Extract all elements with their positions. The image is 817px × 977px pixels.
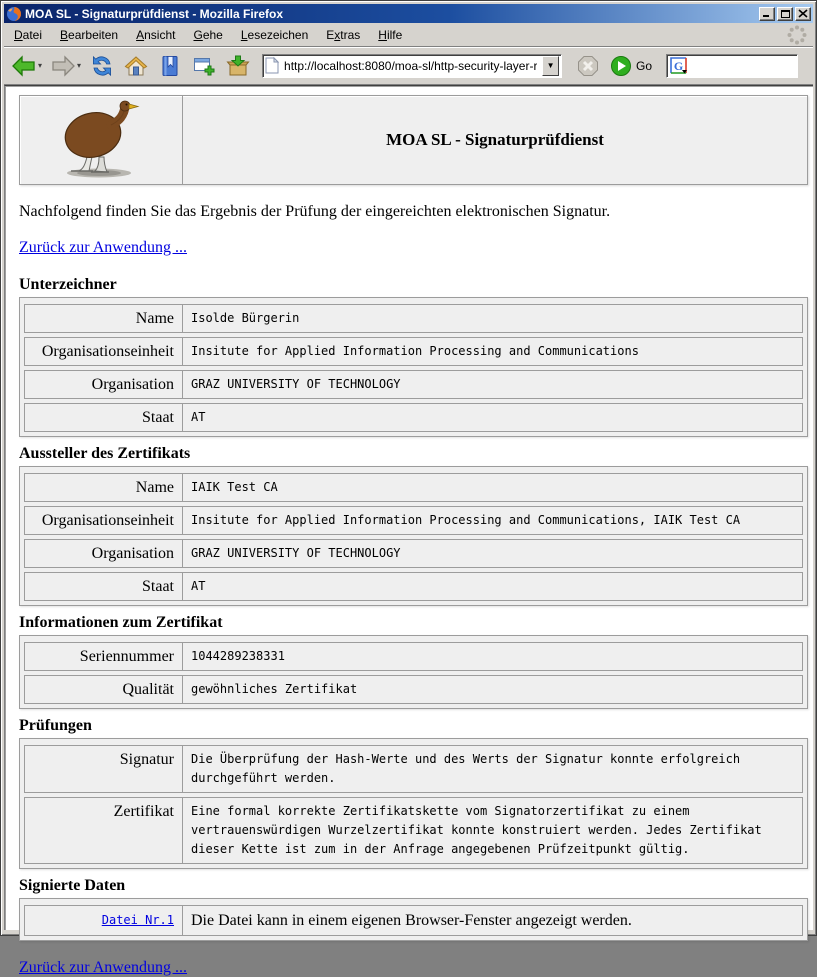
table-row <box>24 642 803 671</box>
home-icon <box>123 54 149 78</box>
datei-nr1-link[interactable]: Datei Nr.1 <box>101 913 174 927</box>
table-pruefungen <box>19 738 808 869</box>
banner-title: MOA SL - Signaturprüfdienst <box>386 130 604 149</box>
row-label: Organisation <box>25 371 183 398</box>
table-row <box>24 539 803 568</box>
row-value: Insitute for Applied Information Processing and Communications <box>191 344 639 358</box>
table-aussteller <box>19 466 808 606</box>
table-row <box>24 797 803 864</box>
minimize-button[interactable] <box>759 7 775 21</box>
table-row <box>24 905 803 936</box>
moa-banner <box>19 95 808 185</box>
moa-bird-logo <box>20 96 183 184</box>
menu-hilfe[interactable]: Hilfe <box>378 27 403 42</box>
section-heading-signierte-daten: Signierte Daten <box>19 877 126 894</box>
table-row <box>24 304 803 333</box>
forward-dropdown-icon[interactable]: ▾ <box>77 61 82 70</box>
new-window-button[interactable] <box>188 51 220 81</box>
url-dropdown-button[interactable]: ▼ <box>542 56 559 76</box>
go-button[interactable] <box>606 53 656 79</box>
result-document <box>19 203 808 977</box>
throbber-icon <box>786 24 808 46</box>
back-to-application-link-top[interactable]: Zurück zur Anwendung ... <box>19 239 187 256</box>
row-value: Eine formal korrekte Zertifikatskette vom Signatorzertifikat zu einem vertrauenswürdigen Wurzelzertifikat konnte konstruiert werden. Jedes Zertifikat dieser Kette ist zum in der Anfrage angegebenen Prüfzeitpunkt gültig. <box>191 804 762 856</box>
menu-gehe[interactable]: Gehe <box>193 27 223 42</box>
table-row <box>24 370 803 399</box>
row-label: Staat <box>25 573 183 600</box>
page-content <box>4 85 813 976</box>
row-value: IAIK Test CA <box>191 480 278 494</box>
row-label: Organisationseinheit <box>25 338 183 365</box>
row-value: GRAZ UNIVERSITY OF TECHNOLOGY <box>191 377 401 391</box>
back-to-application-link-bottom[interactable]: Zurück zur Anwendung ... <box>19 959 187 976</box>
row-value: Insitute for Applied Information Processing and Communications, IAIK Test CA <box>191 513 741 527</box>
row-label: Name <box>25 474 183 501</box>
forward-icon <box>50 54 76 78</box>
search-input[interactable] <box>690 58 794 74</box>
window-title: MOA SL - Signaturprüfdienst - Mozilla Firefox <box>25 6 284 21</box>
downloads-button[interactable] <box>222 51 254 81</box>
home-button[interactable] <box>120 51 152 81</box>
reload-button[interactable] <box>86 51 118 81</box>
table-zertifikat-info <box>19 635 808 709</box>
section-heading-unterzeichner: Unterzeichner <box>19 276 117 293</box>
table-row <box>24 745 803 793</box>
table-row <box>24 337 803 366</box>
close-button[interactable] <box>795 7 811 21</box>
table-unterzeichner <box>19 297 808 437</box>
row-value: AT <box>191 579 206 593</box>
search-bar[interactable] <box>666 54 798 78</box>
stop-button[interactable] <box>572 51 604 81</box>
table-row <box>24 403 803 432</box>
url-input[interactable] <box>282 58 539 74</box>
intro-text: Nachfolgend finden Sie das Ergebnis der Prüfung der eingereichten elektronischen Signatur. <box>19 203 611 220</box>
row-label: Qualität <box>25 676 183 703</box>
maximize-button[interactable] <box>777 7 793 21</box>
table-row <box>24 506 803 535</box>
downloads-icon <box>225 54 251 78</box>
page-icon <box>265 57 279 74</box>
firefox-icon <box>6 6 22 22</box>
row-label: Zertifikat <box>25 798 183 863</box>
row-value: AT <box>191 410 206 424</box>
table-signierte-daten <box>19 898 808 941</box>
row-label: Organisationseinheit <box>25 507 183 534</box>
back-button[interactable] <box>8 51 45 81</box>
stop-icon <box>575 54 601 78</box>
go-label: Go <box>636 58 653 73</box>
row-label: Signatur <box>25 746 183 792</box>
forward-button[interactable] <box>47 51 84 81</box>
url-bar[interactable] <box>262 54 562 78</box>
google-search-icon[interactable] <box>670 57 688 75</box>
row-label: Staat <box>25 404 183 431</box>
menu-bar <box>4 23 813 47</box>
new-window-icon <box>191 54 217 78</box>
row-value: Die Überprüfung der Hash-Werte und des Werts der Signatur konnte erfolgreich durchgeführt werden. <box>191 752 741 785</box>
title-bar <box>4 4 813 23</box>
table-row <box>24 675 803 704</box>
row-label: Seriennummer <box>25 643 183 670</box>
section-heading-aussteller: Aussteller des Zertifikats <box>19 445 191 462</box>
row-value: GRAZ UNIVERSITY OF TECHNOLOGY <box>191 546 401 560</box>
menu-ansicht[interactable]: Ansicht <box>136 27 176 42</box>
moa-bird-icon <box>41 99 161 181</box>
back-icon <box>11 54 37 78</box>
section-heading-pruefungen: Prüfungen <box>19 717 92 734</box>
menu-lesezeichen[interactable]: Lesezeichen <box>240 27 309 42</box>
table-row <box>24 473 803 502</box>
row-value: 1044289238331 <box>191 649 285 663</box>
menu-bearbeiten[interactable]: Bearbeiten <box>60 27 119 42</box>
menu-extras[interactable]: Extras <box>326 27 361 42</box>
table-row <box>24 572 803 601</box>
row-label: Name <box>25 305 183 332</box>
row-value: Die Datei kann in einem eigenen Browser-Fenster angezeigt werden. <box>191 912 632 929</box>
svg-text:G: G <box>673 58 684 73</box>
bookmarks-button[interactable] <box>154 51 186 81</box>
row-value: Isolde Bürgerin <box>191 311 300 325</box>
navigation-toolbar <box>4 47 813 85</box>
bookmarks-icon <box>157 54 183 78</box>
back-dropdown-icon[interactable]: ▾ <box>38 61 43 70</box>
go-icon <box>610 55 632 77</box>
section-heading-zertifikat-info: Informationen zum Zertifikat <box>19 614 223 631</box>
reload-icon <box>89 54 115 78</box>
row-value: gewöhnliches Zertifikat <box>191 682 358 696</box>
menu-datei[interactable]: Datei <box>14 27 43 42</box>
row-label: Organisation <box>25 540 183 567</box>
